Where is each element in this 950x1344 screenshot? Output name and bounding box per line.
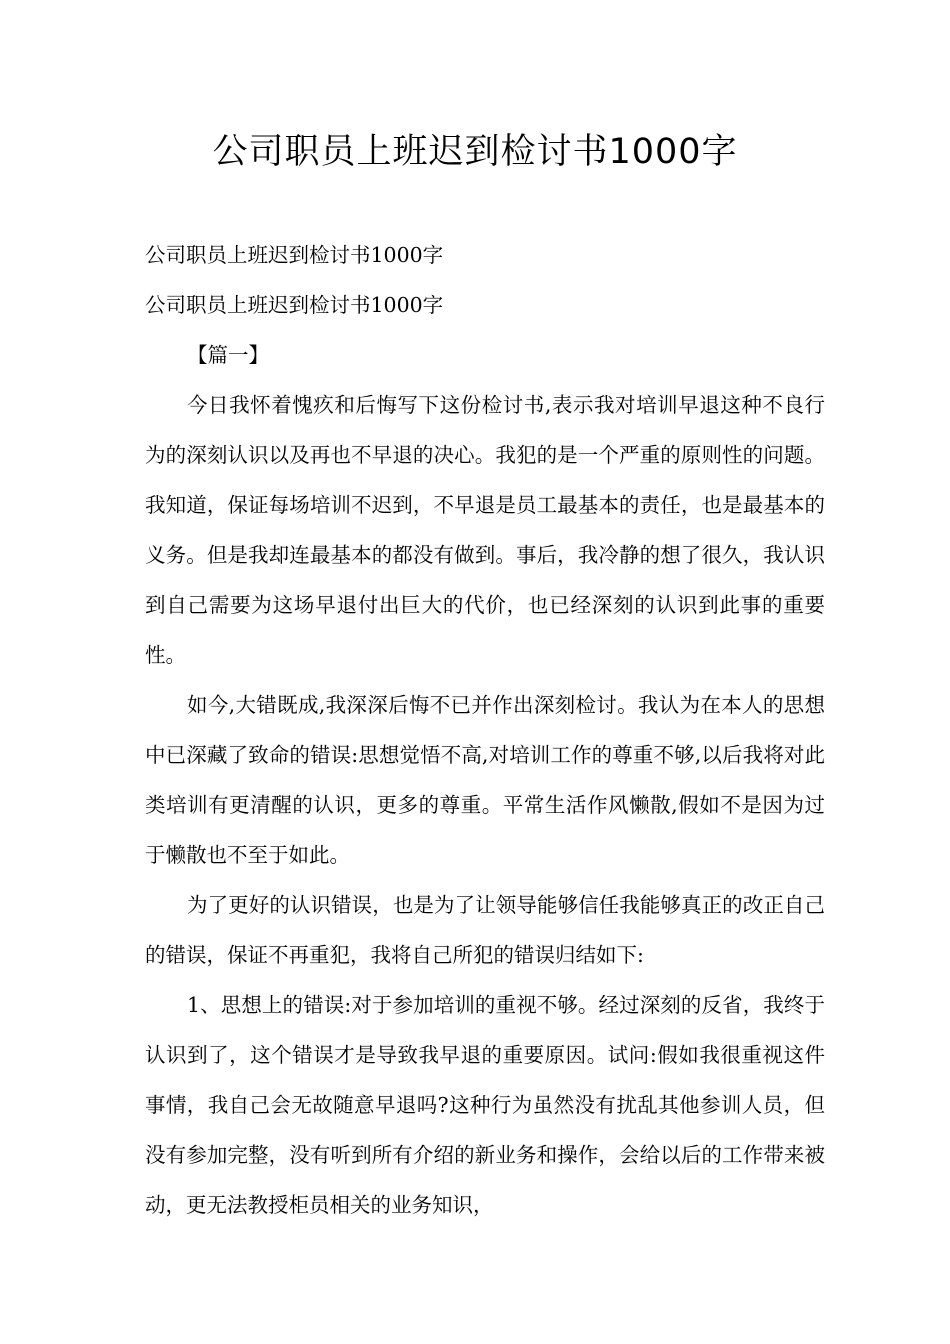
document-title: 公司职员上班迟到检讨书1000字	[212, 132, 738, 172]
section-heading: 【篇一】	[187, 343, 269, 367]
paragraph-1: 今日我怀着愧疚和后悔写下这份检讨书,表示我对培训早退这种不良行为的深刻认识以及再也不早退的决心。我犯的是一个严重的原则性的问题。我知道，保证每场培训不迟到，不早退是员工最基本的责任，也是最基本的义务。但是我却连最基本的都没有做到。事后，我冷静的想了很久，我认识到自己需要为这场早退付出巨大的代价，也已经深刻的认识到此事的重要性。	[145, 393, 825, 667]
paragraph-2: 如今,大错既成,我深深后悔不已并作出深刻检讨。我认为在本人的思想中已深藏了致命的错误:思想觉悟不高,对培训工作的尊重不够,以后我将对此类培训有更清醒的认识，更多的尊重。平常生活作风懒散,假如不是因为过于懒散也不至于如此。	[145, 693, 825, 867]
document-body	[145, 230, 825, 1230]
subtitle-line-2: 公司职员上班迟到检讨书1000字	[145, 293, 444, 317]
paragraph-4: 1、思想上的错误:对于参加培训的重视不够。经过深刻的反省，我终于认识到了，这个错误才是导致我早退的重要原因。试问:假如我很重视这件事情，我自己会无故随意早退吗?这种行为虽然没有扰乱其他参训人员，但没有参加完整，没有听到所有介绍的新业务和操作，会给以后的工作带来被动，更无法教授柜员相关的业务知识，	[145, 993, 825, 1217]
paragraph-3: 为了更好的认识错误，也是为了让领导能够信任我能够真正的改正自己的错误，保证不再重犯，我将自己所犯的错误归结如下:	[145, 893, 825, 967]
subtitle-line-1: 公司职员上班迟到检讨书1000字	[145, 243, 444, 267]
